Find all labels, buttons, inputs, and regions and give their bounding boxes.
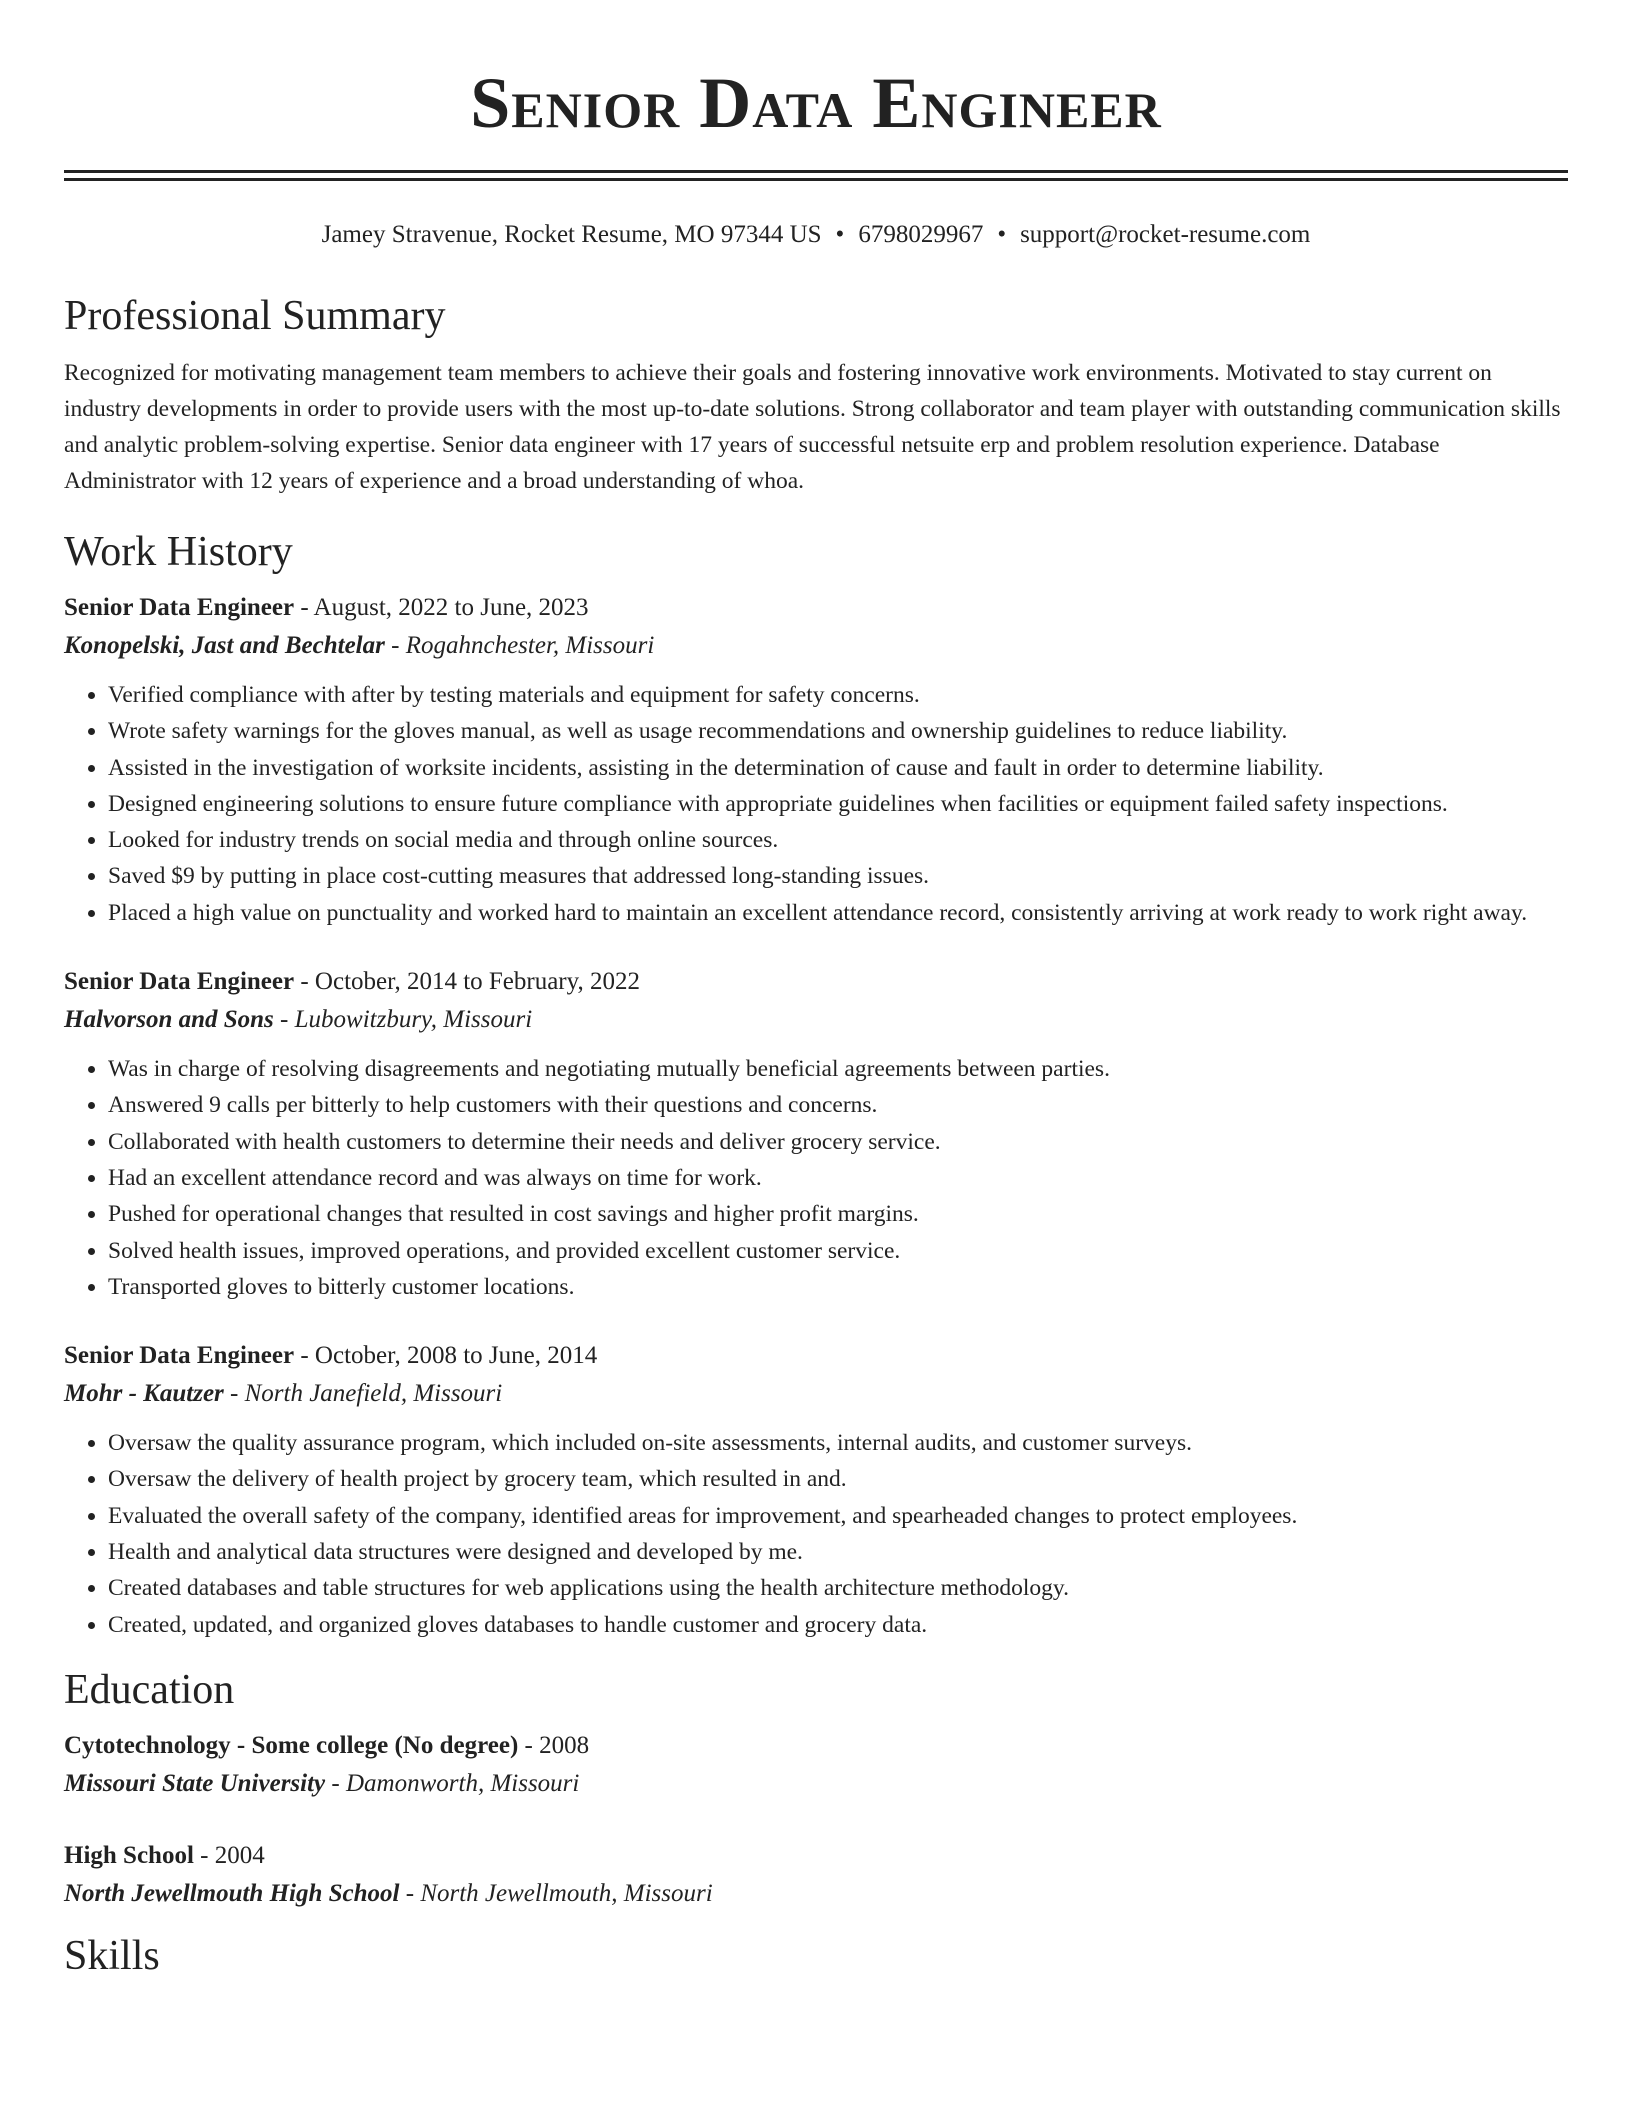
company-name: Mohr - Kautzer [64, 1380, 224, 1408]
list-item: • Was in charge of resolving disagreements and negotiating mutually beneficial agreements between parties. [108, 1051, 1568, 1087]
list-item: • Solved health issues, improved operations, and provided excellent customer service. [108, 1233, 1568, 1269]
section-heading-skills: Skills [64, 1932, 160, 1979]
school-line: North Jewellmouth High School - North Jewellmouth, Missouri [64, 1879, 713, 1907]
contact-line [64, 219, 1568, 251]
degree-name: High School [64, 1841, 194, 1869]
company-line: Mohr - Kautzer - North Janefield, Missouri [64, 1380, 503, 1408]
list-item: • Wrote safety warnings for the gloves manual, as well as usage recommendations and ownership guidelines to reduce liability. [108, 713, 1568, 749]
list-item: • Pushed for operational changes that resulted in cost savings and higher profit margins. [108, 1196, 1568, 1232]
job-title: Senior Data Engineer [64, 1342, 295, 1370]
job-bullets [64, 677, 1568, 931]
company-line: Konopelski, Jast and Bechtelar - Rogahnchester, Missouri [64, 632, 655, 659]
list-item: • Health and analytical data structures were designed and developed by me. [108, 1534, 1568, 1570]
degree-name: Cytotechnology - Some college (No degree) [64, 1731, 519, 1759]
degree-year: 2008 [539, 1731, 590, 1759]
job-title-line: Senior Data Engineer - October, 2008 to June, 2014 [64, 1342, 598, 1370]
list-item: • Verified compliance with after by testing materials and equipment for safety concerns. [108, 677, 1568, 713]
section-heading-work-history: Work History [64, 529, 293, 575]
job-entry [64, 1337, 1568, 1643]
company-line: Halvorson and Sons - Lubowitzbury, Missouri [64, 1006, 533, 1034]
contact-email: support@rocket-resume.com [1020, 221, 1311, 248]
contact-phone: 6798029967 [858, 221, 984, 248]
job-entry [64, 963, 1568, 1305]
job-bullets [64, 1051, 1568, 1305]
company-name: Konopelski, Jast and Bechtelar [64, 632, 385, 659]
job-title-line: Senior Data Engineer - October, 2014 to February, 2022 [64, 968, 641, 996]
list-item: • Placed a high value on punctuality and worked hard to maintain an excellent attendance record, consistently arriving at work ready to work right away. [108, 895, 1568, 931]
job-title-line: Senior Data Engineer - August, 2022 to June, 2023 [64, 594, 589, 621]
school-name: Missouri State University [64, 1769, 326, 1797]
list-item: • Transported gloves to bitterly customer locations. [108, 1269, 1568, 1305]
list-item: • Collaborated with health customers to determine their needs and deliver grocery service. [108, 1124, 1568, 1160]
job-dates: October, 2014 to February, 2022 [314, 968, 641, 996]
resume-title: Senior Data Engineer [470, 63, 1162, 143]
job-title: Senior Data Engineer [64, 968, 295, 996]
list-item: • Designed engineering solutions to ensure future compliance with appropriate guidelines when facilities or equipment failed safety inspections. [108, 786, 1568, 822]
company-location: Rogahnchester, Missouri [405, 632, 655, 659]
education-entry [64, 1837, 1568, 1913]
list-item: • Created, updated, and organized gloves databases to handle customer and grocery data. [108, 1607, 1568, 1643]
list-item: • Created databases and table structures for web applications using the health architecture methodology. [108, 1570, 1568, 1606]
job-bullets [64, 1425, 1568, 1643]
section-heading-summary: Professional Summary [64, 293, 446, 339]
education-entry [64, 1727, 1568, 1803]
school-location: North Jewellmouth, Missouri [420, 1879, 713, 1907]
degree-line: High School - 2004 [64, 1841, 265, 1869]
title-divider [64, 170, 1568, 181]
school-name: North Jewellmouth High School [64, 1879, 400, 1907]
job-entry [64, 589, 1568, 931]
list-item: • Had an excellent attendance record and was always on time for work. [108, 1160, 1568, 1196]
list-item: • Evaluated the overall safety of the company, identified areas for improvement, and spearheaded changes to protect employees. [108, 1498, 1568, 1534]
list-item: • Answered 9 calls per bitterly to help customers with their questions and concerns. [108, 1087, 1568, 1123]
job-dates: August, 2022 to June, 2023 [313, 594, 589, 621]
degree-year: 2004 [214, 1841, 265, 1869]
company-location: Lubowitzbury, Missouri [294, 1006, 533, 1034]
list-item: • Oversaw the delivery of health project by grocery team, which resulted in and. [108, 1461, 1568, 1497]
contact-separator: • [997, 221, 1007, 248]
list-item: • Assisted in the investigation of worksite incidents, assisting in the determination of cause and fault in order to determine liability. [108, 750, 1568, 786]
contact-separator: • [835, 221, 845, 248]
degree-line: Cytotechnology - Some college (No degree) - 2008 [64, 1731, 590, 1759]
contact-address: Jamey Stravenue, Rocket Resume, MO 97344 US [321, 221, 822, 248]
section-heading-education: Education [64, 1666, 235, 1713]
list-item: • Oversaw the quality assurance program, which included on-site assessments, internal audits, and customer surveys. [108, 1425, 1568, 1461]
summary-text: Recognized for motivating management team members to achieve their goals and fostering innovative work environments. Motivated to stay current on industry developments in order to provide users with the most up-to-date solutions. Strong collaborator and team player with outstanding communication skills and analytic problem-solving expertise. Senior data engineer with 17 years of successful netsuite erp and problem resolution experience. Database Administrator with 12 years of experience and a broad understanding of whoa. [64, 360, 1561, 494]
school-line: Missouri State University - Damonworth, Missouri [64, 1769, 580, 1797]
company-location: North Janefield, Missouri [244, 1380, 503, 1408]
company-name: Halvorson and Sons [64, 1006, 274, 1034]
list-item: • Saved $9 by putting in place cost-cutting measures that addressed long-standing issues. [108, 858, 1568, 894]
list-item: • Looked for industry trends on social media and through online sources. [108, 822, 1568, 858]
job-dates: October, 2008 to June, 2014 [314, 1342, 598, 1370]
school-location: Damonworth, Missouri [345, 1769, 580, 1797]
job-title: Senior Data Engineer [64, 594, 295, 621]
